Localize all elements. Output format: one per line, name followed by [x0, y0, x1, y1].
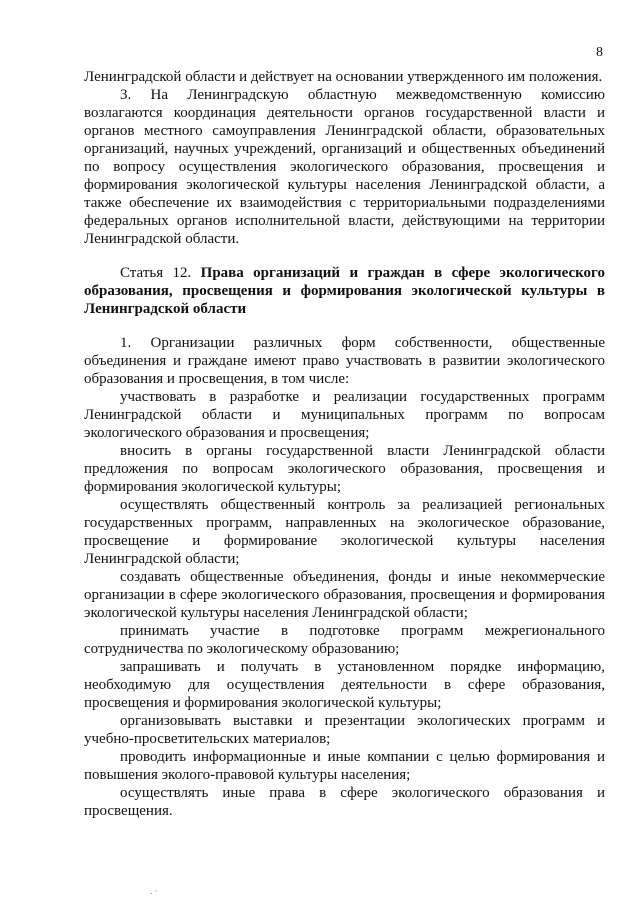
right-item: вносить в органы государственной власти Ленинградской области предложения по вопросам экологического образования, просвещения и формирования экологической культуры; [84, 443, 605, 495]
right-item: принимать участие в подготовке программ межрегионального сотрудничества по экологическому образованию; [84, 623, 605, 657]
right-item: организовывать выставки и презентации экологических программ и учебно-просветительских материалов; [84, 713, 605, 747]
continuation-paragraph: Ленинградской области и действует на основании утвержденного им положения. [84, 69, 603, 85]
article-title: Права организаций и граждан в сфере экологического образования, просвещения и формирования экологической культуры в Ленинградской области [84, 265, 605, 317]
right-item: участвовать в разработке и реализации государственных программ Ленинградской области и муниципальных программ по вопросам экологического образования и просвещения; [84, 389, 605, 441]
right-item: запрашивать и получать в установленном порядке информацию, необходимую для осуществления деятельности в сфере образования, просвещения и формирования экологической культуры; [84, 659, 605, 711]
right-item: осуществлять иные права в сфере экологического образования и просвещения. [84, 785, 605, 819]
right-item: осуществлять общественный контроль за реализацией региональных государственных программ, направленных на экологическое образование, просвещение и формирование экологической культуры населения Ленинградской области; [84, 497, 605, 567]
right-item: проводить информационные и иные компании с целью формирования и повышения эколого-правовой культуры населения; [84, 749, 605, 783]
paragraph-item-1: 1. Организации различных форм собственности, общественные объединения и граждане имеют право участвовать в развитии экологического образования и просвещения, в том числе: [84, 335, 605, 387]
right-item: создавать общественные объединения, фонды и иные некоммерческие организации в сфере экологического образования, просвещения и формирования экологической культуры населения Ленинградской области; [84, 569, 605, 621]
page-number: 8 [596, 45, 603, 60]
document-body [84, 68, 605, 820]
paragraph-item-3: 3. На Ленинградскую областную межведомственную комиссию возлагаются координация деятельности органов государственной власти и органов местного самоуправления Ленинградской области, образовательных организаций, научных учреждений, организаций и общественных объединений по вопросу осуществления экологического образования, просвещения и формирования экологической культуры населения Ленинградской области, а также обеспечение их взаимодействия с территориальными подразделениями федеральных органов исполнительной власти, действующими на территории Ленинградской области. [84, 87, 605, 247]
article-heading [84, 264, 605, 318]
scan-artifact-mark: . · [150, 886, 158, 896]
article-label: Статья 12. [120, 265, 192, 281]
